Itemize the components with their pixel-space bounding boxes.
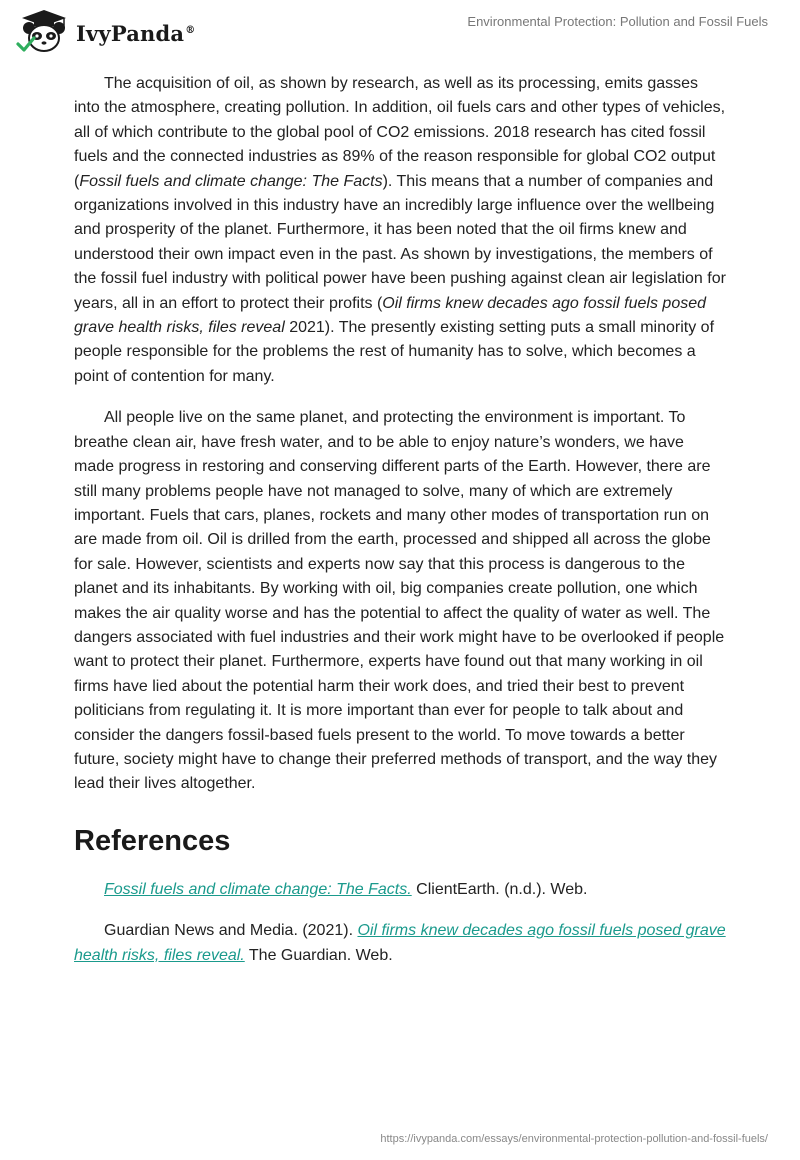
reference-item-2: Guardian News and Media. (2021). Oil firms knew decades ago fossil fuels posed grave health risks, files reveal. The Guardian. Web. — [74, 922, 726, 964]
reference-link-2[interactable]: Oil firms knew decades ago fossil fuels posed grave health risks, files reveal. — [74, 922, 726, 964]
document-title: Environmental Protection: Pollution and Fossil Fuels — [467, 14, 768, 29]
reference-item-1: Fossil fuels and climate change: The Facts. ClientEarth. (n.d.). Web. — [104, 880, 588, 898]
inline-citation-2: Oil firms knew decades ago fossil fuels posed grave health risks, files reveal — [74, 294, 707, 337]
footer-url: https://ivypanda.com/essays/environmental-protection-pollution-and-fossil-fuels/ — [380, 1133, 768, 1145]
reference-link-1[interactable]: Fossil fuels and climate change: The Facts. — [104, 880, 412, 898]
body-paragraph-2: All people live on the same planet, and protecting the environment is important. To breathe clean air, have fresh water, and to be able to enjoy nature’s wonders, we have made progress in restoring and conserving different parts of the Earth. However, there are still many problems people have not managed to solve, many of which are extremely important. Fuels that cars, planes, rockets and many other modes of transportation run on are made from oil. Oil is drilled from the earth, processed and shipped all across the globe for sale. However, scientists and experts now say that this process is dangerous to the planet and its inhabitants. By working with oil, big companies create pollution, one which makes the air quality worse and has the potential to affect the quality of water as well. The dangers associated with fuel industries and their work might have to be overlooked if people want to protect their planet. Furthermore, experts have found out that many working in oil firms have lied about the potential harm their work does, and tried their best to prevent politicians from regulating it. It is more important than ever for people to talk about and consider the dangers fossil-based fuels present to the world. To move towards a better future, society might have to change their preferred methods of transport, and the way they lead their lives altogether. — [74, 409, 725, 793]
body-paragraph-1: The acquisition of oil, as shown by research, as well as its processing, emits gasses into the atmosphere, creating pollution. In addition, oil fuels cars and other types of vehicles, all of which contribute to the global pool of CO2 emissions. 2018 research has cited fossil fuels and the connected industries as 89% of the reason responsible for global CO2 output (Fossil fuels and climate change: The Facts). This means that a number of companies and organizations involved in this industry have an incredibly large influence over the wellbeing and prosperity of the planet. Furthermore, it has been noted that the oil firms knew and understood their own impact even in the past. As shown by investigations, the members of the fossil fuel industry with political power have been pushing against clean air legislation for years, all in an effort to protect their profits (Oil firms knew decades ago fossil fuels posed grave health risks, files reveal 2021). The presently existing setting puts a small minority of people responsible for the problems the rest of humanity has to solve, which becomes a point of contention for many. — [74, 75, 726, 385]
references-heading: References — [74, 824, 231, 857]
brand-logo[interactable] — [14, 8, 195, 54]
page-header — [0, 0, 800, 60]
brand-name: IvyPanda® — [76, 20, 196, 46]
inline-citation-1: Fossil fuels and climate change: The Facts — [79, 172, 383, 190]
essay-content — [74, 72, 726, 985]
panda-logo-icon — [14, 8, 72, 54]
